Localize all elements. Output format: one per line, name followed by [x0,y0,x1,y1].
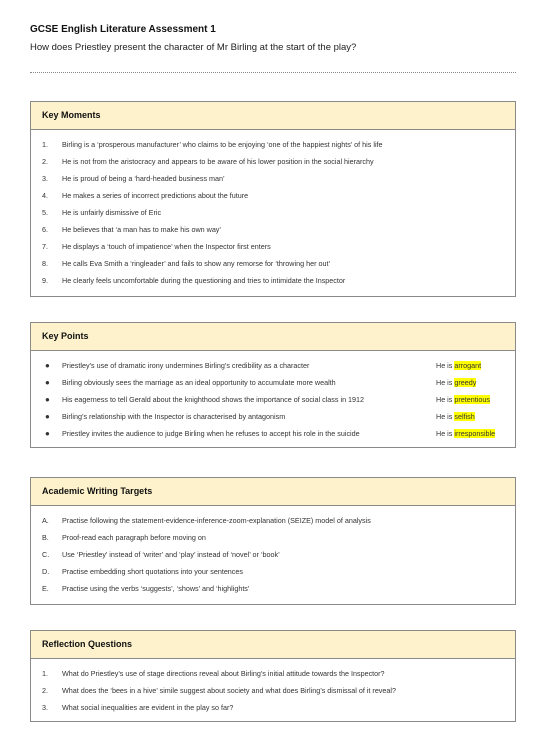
item-text: Priestley’s use of dramatic irony undermines Birling’s credibility as a character [62,361,310,370]
bullet-icon: ● [45,429,50,438]
item-number: 2. [42,157,48,166]
list-item [31,512,515,529]
list-item [31,187,515,204]
trait-label [436,391,490,408]
list-item [31,699,515,716]
bullet-icon: ● [45,412,50,421]
item-number: 7. [42,242,48,251]
trait-label [436,357,481,374]
writing-targets-box [30,477,516,605]
trait-prefix: He is [436,429,453,438]
trait-word: pretentious [454,395,490,404]
key-moments-box [30,101,516,297]
item-number: 2. [42,686,48,695]
answer-line [30,72,516,73]
item-text: He is unfairly dismissive of Eric [62,208,162,217]
list-item [31,374,515,391]
item-text: Use ‘Priestley’ instead of ‘writer’ and ‘play’ instead of ‘novel’ or ‘book’ [62,550,280,559]
list-item [31,204,515,221]
trait-prefix: He is [436,395,453,404]
list-item [31,153,515,170]
list-item [31,357,515,374]
item-text: He is not from the aristocracy and appears to be aware of his lower position in the social hierarchy [62,157,374,166]
list-item [31,255,515,272]
trait-label [436,408,475,425]
assessment-question: How does Priestley present the character of Mr Birling at the start of the play? [30,42,357,53]
item-number: 1. [42,140,48,149]
list-item [31,546,515,563]
trait-label [436,374,476,391]
list-item [31,221,515,238]
list-item [31,580,515,597]
item-number: 1. [42,669,48,678]
key-points-box [30,322,516,448]
trait-label [436,425,495,442]
bullet-icon: ● [45,395,50,404]
list-item [31,408,515,425]
item-text: Practise following the statement-evidence-inference-zoom-explanation (SEIZE) model of analysis [62,516,371,525]
item-text: Birling obviously sees the marriage as an ideal opportunity to accumulate more wealth [62,378,336,387]
item-text: What social inequalities are evident in the play so far? [62,703,234,712]
list-item [31,529,515,546]
list-item [31,563,515,580]
item-text: He believes that ‘a man has to make his own way’ [62,225,222,234]
item-text: Birling is a ‘prosperous manufacturer’ who claims to be enjoying ‘one of the happiest nights’ of his life [62,140,383,149]
item-text: He is proud of being a ‘hard-headed business man’ [62,174,225,183]
list-item [31,391,515,408]
document-title: GCSE English Literature Assessment 1 [30,24,216,35]
item-letter: B. [42,533,49,542]
list-item [31,665,515,682]
list-item [31,136,515,153]
item-text: Practise using the verbs ‘suggests’, ‘shows’ and ‘highlights’ [62,584,250,593]
item-text: He makes a series of incorrect predictions about the future [62,191,249,200]
item-text: Birling’s relationship with the Inspector is characterised by antagonism [62,412,286,421]
list-item [31,425,515,442]
item-text: Practise embedding short quotations into your sentences [62,567,243,576]
item-number: 6. [42,225,48,234]
bullet-icon: ● [45,378,50,387]
item-text: He calls Eva Smith a ‘ringleader’ and fails to show any remorse for ‘throwing her out’ [62,259,331,268]
item-text: Priestley invites the audience to judge Birling when he refuses to accept his role in the suicide [62,429,360,438]
item-number: 9. [42,276,48,285]
item-number: 3. [42,174,48,183]
item-letter: E. [42,584,49,593]
trait-word: selfish [454,412,475,421]
item-text: He clearly feels uncomfortable during the questioning and tries to intimidate the Inspector [62,276,346,285]
key-points-heading: Key Points [31,323,515,351]
trait-word: greedy [454,378,477,387]
list-item [31,272,515,289]
list-item [31,682,515,699]
item-number: 4. [42,191,48,200]
trait-word: irresponsible [454,429,496,438]
reflection-heading: Reflection Questions [31,631,515,659]
trait-prefix: He is [436,378,453,387]
list-item [31,170,515,187]
trait-word: arrogant [454,361,482,370]
item-number: 3. [42,703,48,712]
bullet-icon: ● [45,361,50,370]
item-text: He displays a ‘touch of impatience’ when the Inspector first enters [62,242,271,251]
item-text: What do Priestley’s use of stage directions reveal about Birling’s initial attitude towards the Inspector? [62,669,385,678]
item-text: What does the ‘bees in a hive’ simile suggest about society and what does Birling’s dismissal of it reveal? [62,686,396,695]
item-text: Proof-read each paragraph before moving on [62,533,206,542]
item-letter: D. [42,567,50,576]
key-moments-heading: Key Moments [31,102,515,130]
item-letter: C. [42,550,50,559]
trait-prefix: He is [436,412,453,421]
writing-targets-heading: Academic Writing Targets [31,478,515,506]
reflection-box [30,630,516,722]
item-number: 8. [42,259,48,268]
list-item [31,238,515,255]
trait-prefix: He is [436,361,453,370]
item-number: 5. [42,208,48,217]
item-letter: A. [42,516,49,525]
item-text: His eagerness to tell Gerald about the knighthood shows the importance of social class in 1912 [62,395,365,404]
